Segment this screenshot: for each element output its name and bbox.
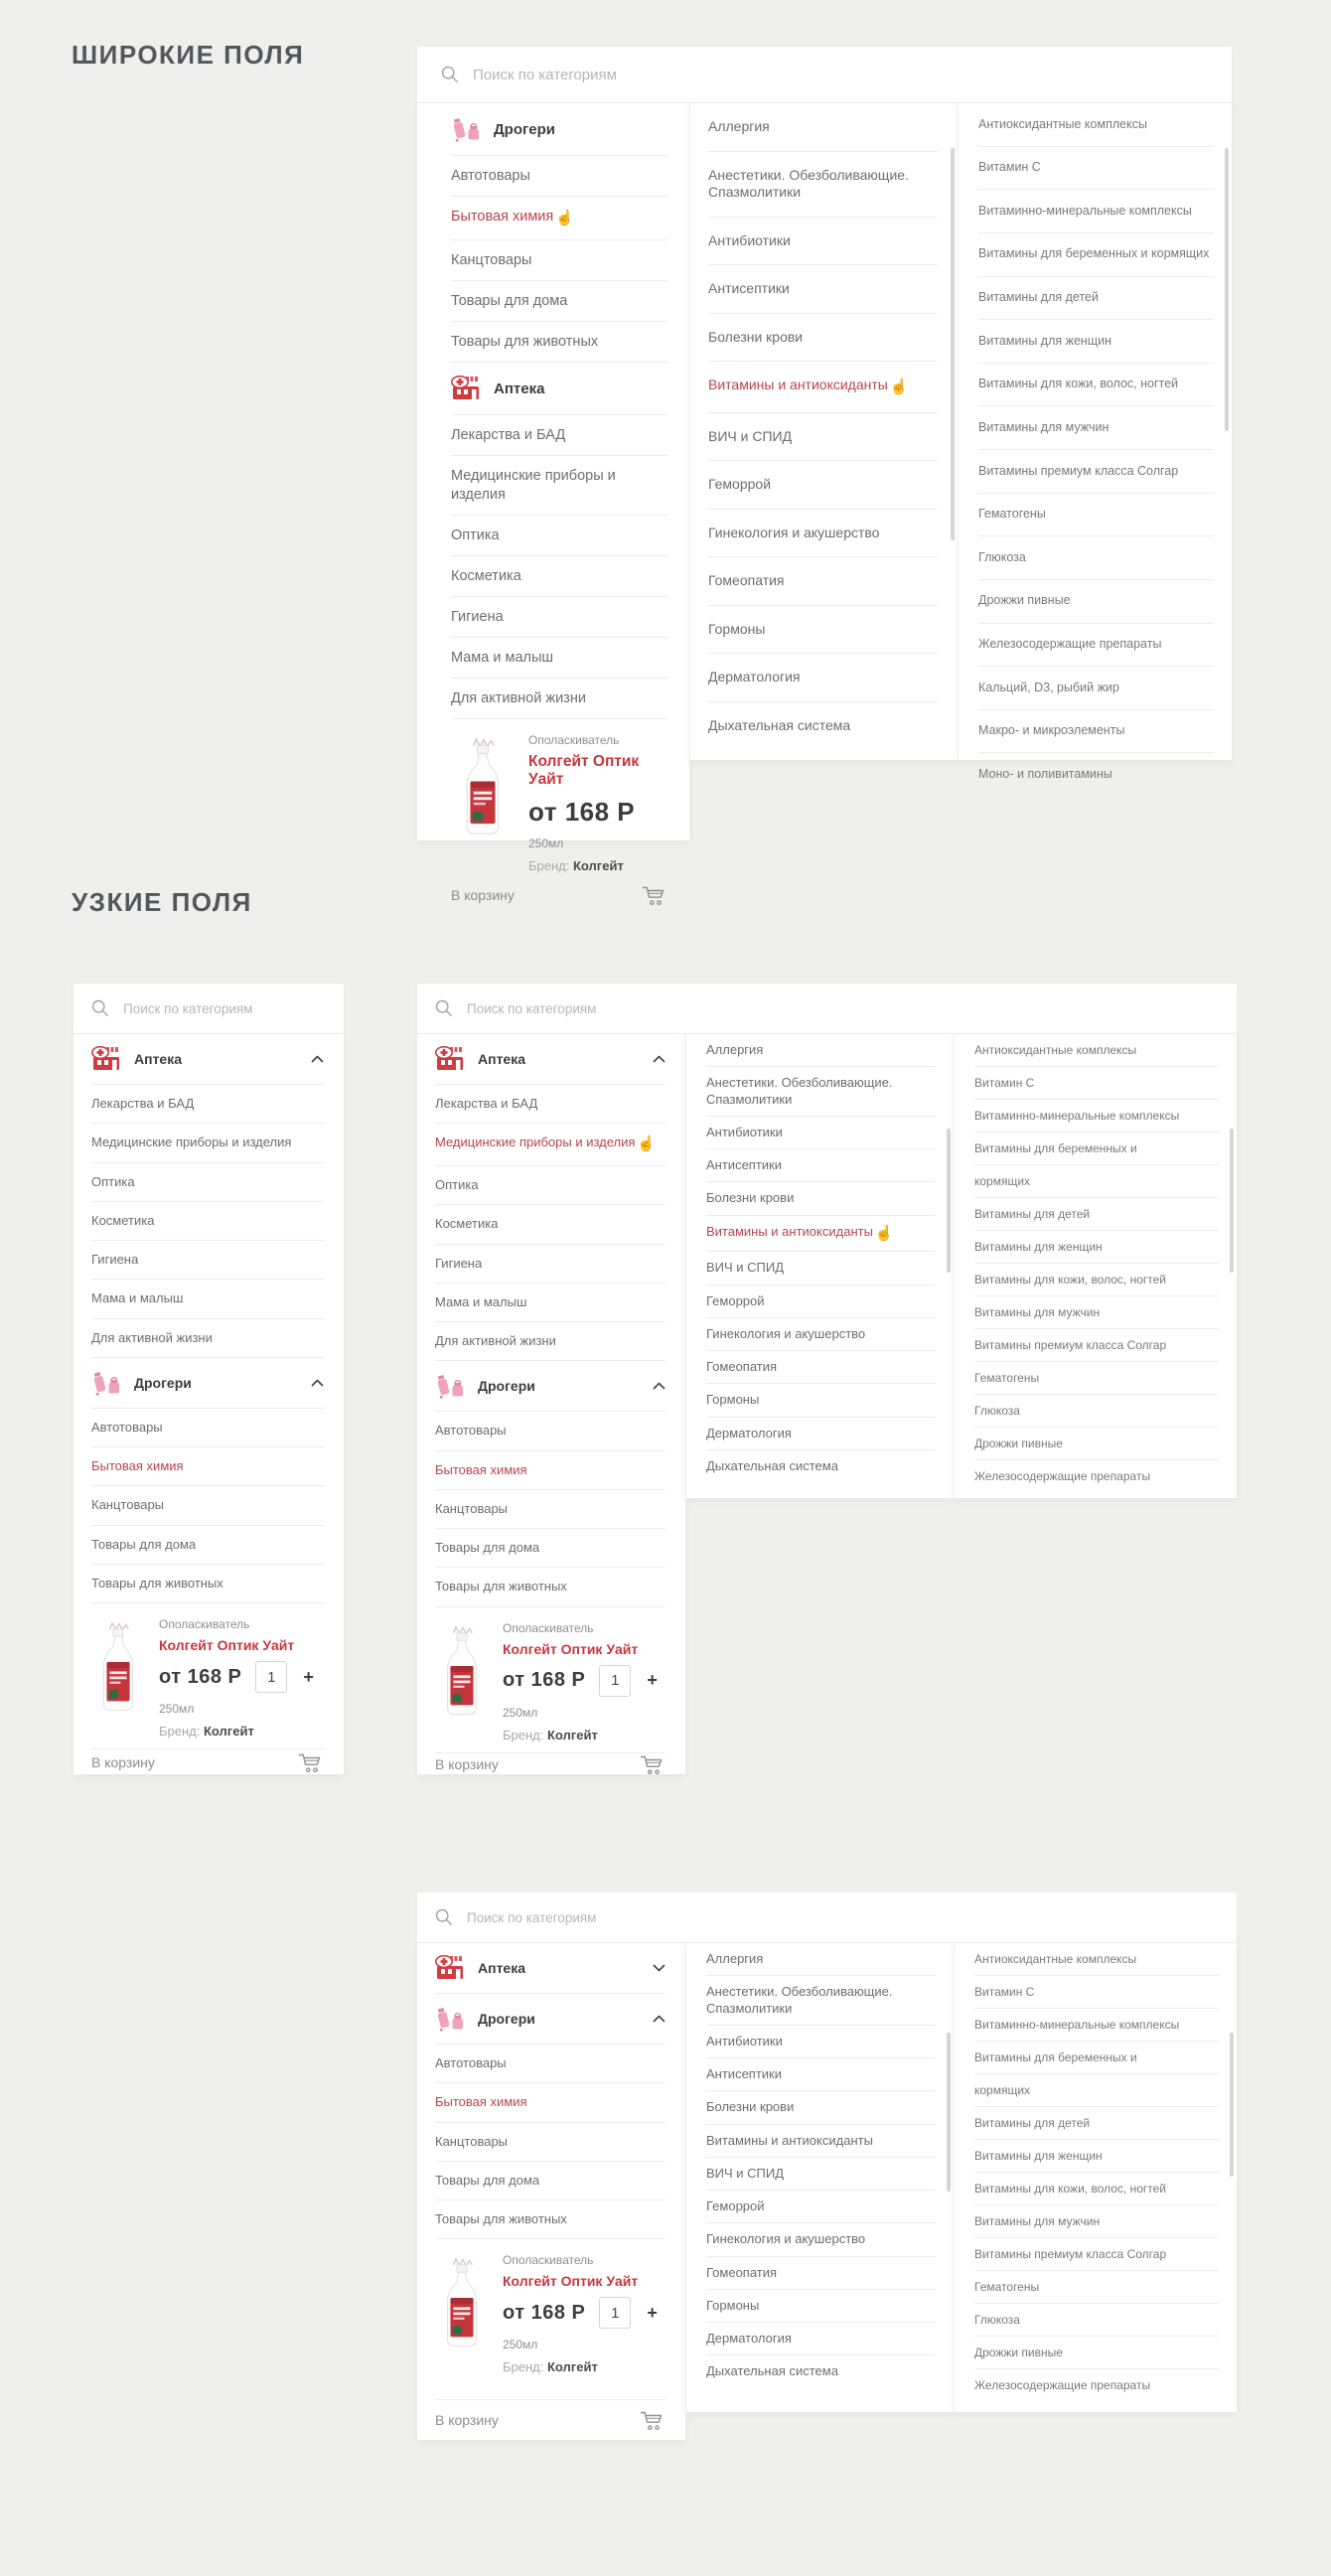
category-item[interactable]: Мама и малыш: [91, 1280, 324, 1318]
subcategory-item[interactable]: Гинекология и акушерство: [706, 1318, 936, 1351]
chevron-down-icon: [653, 1964, 666, 1972]
subsubcategory-item[interactable]: Витамины для детей: [978, 277, 1214, 321]
subcategory-item[interactable]: Антибиотики: [706, 1117, 936, 1149]
category-item[interactable]: Товары для животных: [435, 1568, 666, 1606]
subcategory-column: [685, 1034, 954, 1498]
category-item[interactable]: Бытовая химия: [91, 1447, 324, 1486]
drogerie-icon: [451, 116, 481, 142]
add-to-cart-label: В корзину: [435, 2412, 499, 2428]
product-name[interactable]: Колгейт Оптик Уайт: [528, 753, 640, 789]
subsubcategory-item[interactable]: Витамины для женщин: [974, 2140, 1219, 2173]
cart-icon: [640, 2409, 666, 2431]
subcategory-item[interactable]: Гомеопатия: [708, 557, 938, 606]
subcategory-item[interactable]: Гормоны: [708, 606, 938, 655]
product-name[interactable]: Колгейт Оптик Уайт: [503, 1640, 639, 1657]
search-icon: [441, 66, 459, 83]
subsubcategory-item[interactable]: кормящих: [974, 1165, 1219, 1198]
subcategory-item[interactable]: Анестетики. Обезболивающие. Спазмолитики: [706, 1976, 936, 2026]
wide-menu-panel: [417, 47, 1232, 904]
scrollbar-thumb[interactable]: [1230, 2033, 1234, 2177]
subcategory-item[interactable]: Болезни крови: [708, 314, 938, 363]
subsubcategory-item[interactable]: Витамин С: [978, 147, 1214, 191]
category-item[interactable]: Бытовая химия: [435, 1451, 666, 1490]
category-item[interactable]: Для активной жизни: [451, 679, 667, 719]
search-bar: [74, 984, 344, 1034]
group-label: Аптека: [134, 1051, 183, 1067]
category-item[interactable]: Гигиена: [451, 597, 667, 638]
product-price: от 168 Р: [503, 1669, 586, 1691]
group-label: Аптека: [478, 1960, 526, 1976]
category-item[interactable]: Товары для животных: [91, 1565, 324, 1603]
subcategory-item[interactable]: Антисептики: [706, 2058, 936, 2091]
subcategory-list: [706, 1943, 936, 2388]
subcategory-item[interactable]: Болезни крови: [706, 1182, 936, 1215]
add-to-cart-label: В корзину: [91, 1753, 155, 1770]
scrollbar-thumb[interactable]: [947, 2033, 951, 2192]
add-to-cart-button[interactable]: [451, 883, 667, 906]
quantity-input[interactable]: 1: [599, 1665, 631, 1697]
product-card[interactable]: [435, 1607, 666, 1752]
category-item[interactable]: Товары для дома: [435, 2162, 666, 2200]
group-header-apteka[interactable]: [91, 1034, 324, 1085]
subsubcategory-item[interactable]: Дрожжи пивные: [974, 2337, 1219, 2369]
category-item[interactable]: Товары для дома: [91, 1526, 324, 1565]
subcategory-item[interactable]: Дыхательная система: [708, 716, 851, 733]
category-item[interactable]: Для активной жизни: [435, 1322, 666, 1361]
subsubcategory-item[interactable]: Витамины для мужчин: [974, 1296, 1219, 1329]
main-category-column: [417, 1943, 685, 2440]
scrollbar-thumb[interactable]: [951, 148, 955, 540]
category-item[interactable]: Лекарства и БАД: [435, 1085, 666, 1124]
category-item[interactable]: Автотовары: [435, 2045, 666, 2083]
subsubcategory-list: [974, 1034, 1219, 1492]
category-item[interactable]: Медицинские приборы и изделия ☝: [435, 1124, 666, 1166]
subcategory-item[interactable]: Дыхательная система: [706, 2363, 838, 2379]
subsubcategory-item[interactable]: Макро- и микроэлементы: [978, 710, 1214, 754]
hand-cursor-icon: ☝: [637, 1136, 657, 1153]
add-to-cart-label: В корзину: [451, 887, 515, 904]
subsubcategory-item[interactable]: Гематогены: [974, 2271, 1219, 2304]
category-item[interactable]: Косметика: [451, 556, 667, 597]
subsubcategory-item[interactable]: кормящих: [974, 2074, 1219, 2107]
subcategory-item[interactable]: Антисептики: [706, 1149, 936, 1182]
subcategory-item[interactable]: Витамины и антиоксиданты: [706, 2125, 936, 2158]
product-category: Ополаскиватель: [159, 1617, 250, 1631]
search-icon: [91, 999, 109, 1017]
hand-cursor-icon: ☝: [889, 379, 909, 395]
subsubcategory-item[interactable]: Антиоксидантные комплексы: [974, 1943, 1219, 1976]
product-volume: 250мл: [503, 2338, 538, 2352]
subcategory-list: [708, 103, 938, 749]
subcategory-item[interactable]: Витамины и антиоксиданты ☝: [706, 1216, 936, 1253]
category-item[interactable]: Канцтовары: [435, 1490, 666, 1529]
category-item[interactable]: Автотовары: [435, 1412, 666, 1450]
product-brand: Бренд: Колгейт: [503, 2359, 598, 2375]
drogerie-icon: [91, 1370, 121, 1396]
subcategory-item[interactable]: Антибиотики: [706, 2026, 936, 2058]
scrollbar-thumb[interactable]: [1225, 148, 1229, 431]
section-title-wide: ШИРОКИЕ ПОЛЯ: [72, 40, 305, 70]
product-image: [435, 2257, 489, 2350]
subsubcategory-item[interactable]: Витамины для кожи, волос, ногтей: [978, 364, 1214, 407]
category-item[interactable]: Канцтовары: [91, 1486, 324, 1525]
main-category-column: [417, 103, 689, 904]
group-header-apteka[interactable]: [435, 1034, 666, 1085]
subsubcategory-item[interactable]: Витамины для мужчин: [974, 2205, 1219, 2238]
apteka-items-list: [451, 415, 667, 719]
subsubcategory-item[interactable]: Витамины для женщин: [978, 320, 1214, 364]
subsubcategory-item[interactable]: Железосодержащие препараты: [978, 624, 1214, 668]
subcategory-item[interactable]: Дерматология: [706, 2323, 936, 2355]
hand-cursor-icon: ☝: [555, 210, 574, 227]
product-image: [435, 1625, 489, 1719]
product-card[interactable]: [91, 1603, 324, 1748]
product-brand: Бренд: Колгейт: [503, 1727, 598, 1743]
subsubcategory-item[interactable]: Дрожжи пивные: [974, 1428, 1219, 1460]
category-item[interactable]: Оптика: [435, 1166, 666, 1205]
subsubcategory-item[interactable]: Гематогены: [978, 494, 1214, 537]
category-item[interactable]: Медицинские приборы и изделия: [91, 1124, 324, 1162]
product-volume: 250мл: [528, 836, 564, 851]
narrow-bottom-panel: [417, 1893, 1237, 2440]
subsubcategory-column: [954, 1034, 1237, 1498]
subsubcategory-item[interactable]: Железосодержащие препараты: [974, 1468, 1151, 1483]
category-item[interactable]: Гигиена: [435, 1245, 666, 1284]
group-label: Дрогери: [494, 120, 555, 138]
search-bar: [417, 47, 1232, 103]
category-item[interactable]: Товары для дома: [435, 1529, 666, 1568]
group-header-apteka[interactable]: [435, 1943, 666, 1994]
chevron-up-icon: [653, 2015, 666, 2023]
search-input[interactable]: [465, 1909, 1219, 1926]
scrollbar-thumb[interactable]: [947, 1129, 951, 1273]
subsubcategory-item[interactable]: Витамины для кожи, волос, ногтей: [974, 1264, 1219, 1296]
search-input[interactable]: [471, 66, 1214, 84]
subcategory-item[interactable]: Аллергия: [706, 1943, 936, 1976]
search-bar: [417, 1893, 1237, 1943]
apteka-items-list: [435, 1085, 666, 1361]
category-item[interactable]: Автотовары: [91, 1409, 324, 1447]
subcategory-item[interactable]: Дерматология: [706, 1418, 936, 1450]
subsubcategory-item[interactable]: Витамины для мужчин: [978, 406, 1214, 450]
subcategory-item[interactable]: Гомеопатия: [706, 2257, 936, 2290]
add-to-cart-button[interactable]: [91, 1748, 324, 1774]
category-item[interactable]: Канцтовары: [451, 240, 667, 281]
subsubcategory-item[interactable]: Глюкоза: [974, 2304, 1219, 2337]
subsubcategory-item[interactable]: Витамин С: [974, 1976, 1219, 2009]
hand-cursor-icon: ☝: [874, 1224, 894, 1242]
add-to-cart-button[interactable]: [435, 1752, 666, 1775]
category-item[interactable]: Товары для животных: [451, 322, 667, 363]
subsubcategory-item[interactable]: Витамины премиум класса Солгар: [978, 450, 1214, 494]
group-header-apteka[interactable]: [451, 363, 667, 415]
subsubcategory-item[interactable]: Витамины для беременных и: [974, 1133, 1219, 1165]
chevron-up-icon: [653, 1055, 666, 1063]
subcategory-item[interactable]: Аллергия: [708, 103, 938, 152]
subcategory-list: [706, 1034, 936, 1482]
category-item[interactable]: Для активной жизни: [91, 1319, 324, 1358]
subcategory-item[interactable]: ВИЧ и СПИД: [708, 413, 938, 462]
group-label: Аптека: [494, 379, 545, 397]
subsubcategory-item[interactable]: Железосодержащие препараты: [974, 2377, 1151, 2392]
subcategory-item[interactable]: Дерматология: [708, 654, 938, 702]
drogerie-items-list: [91, 1409, 324, 1603]
subcategory-item[interactable]: Гомеопатия: [706, 1351, 936, 1384]
subcategory-item[interactable]: Болезни крови: [706, 2091, 936, 2124]
subsubcategory-item[interactable]: Витамины для женщин: [974, 1231, 1219, 1264]
scrollbar-thumb[interactable]: [1230, 1129, 1234, 1273]
subsubcategory-item[interactable]: Глюкоза: [974, 1395, 1219, 1428]
group-header-drogerie[interactable]: [91, 1358, 324, 1409]
subsubcategory-item[interactable]: Дрожжи пивные: [978, 580, 1214, 624]
product-price: от 168 Р: [503, 2301, 586, 2324]
subcategory-item[interactable]: Гормоны: [706, 1384, 936, 1417]
cart-icon: [642, 884, 667, 906]
category-item[interactable]: Товары для животных: [435, 2200, 666, 2239]
group-label: Дрогери: [478, 2011, 535, 2027]
section-title-narrow: УЗКИЕ ПОЛЯ: [72, 887, 252, 917]
category-item[interactable]: Мама и малыш: [435, 1284, 666, 1322]
category-item[interactable]: Медицинские приборы и изделия: [451, 456, 667, 515]
drogerie-items-list: [435, 1412, 666, 1606]
product-card[interactable]: [451, 719, 667, 883]
subsubcategory-item[interactable]: Витамины для кожи, волос, ногтей: [974, 2173, 1219, 2205]
subsubcategory-item[interactable]: Гематогены: [974, 1362, 1219, 1395]
product-volume: 250мл: [503, 1705, 538, 1720]
category-item[interactable]: Гигиена: [91, 1241, 324, 1280]
category-item[interactable]: Косметика: [91, 1202, 324, 1241]
product-brand: Бренд: Колгейт: [528, 858, 624, 874]
apteka-icon: [435, 1955, 465, 1981]
subsubcategory-item[interactable]: Антиоксидантные комплексы: [978, 103, 1214, 147]
product-category: Ополаскиватель: [528, 733, 620, 748]
add-to-cart-label: В корзину: [435, 1755, 499, 1772]
subsubcategory-column: [958, 103, 1232, 781]
subsubcategory-item[interactable]: Витамин С: [974, 1067, 1219, 1100]
subcategory-item[interactable]: Витамины и антиоксиданты ☝: [708, 362, 938, 413]
category-item[interactable]: Мама и малыш: [451, 638, 667, 679]
product-brand: Бренд: Колгейт: [159, 1724, 254, 1739]
add-to-cart-button[interactable]: [435, 2399, 666, 2440]
subsubcategory-item[interactable]: Витамины премиум класса Солгар: [974, 2238, 1219, 2271]
subcategory-item[interactable]: Анестетики. Обезболивающие. Спазмолитики: [708, 152, 938, 218]
search-icon: [435, 1908, 453, 1926]
subsubcategory-item[interactable]: Витаминно-минеральные комплексы: [974, 1100, 1219, 1133]
apteka-icon: [91, 1046, 121, 1072]
chevron-up-icon: [653, 1382, 666, 1390]
main-category-column: [417, 1034, 685, 1774]
narrow-middle-panel: [417, 984, 1237, 1774]
subcategory-item[interactable]: Аллергия: [706, 1034, 936, 1067]
subcategory-item[interactable]: ВИЧ и СПИД: [706, 1252, 936, 1285]
subsubcategory-item[interactable]: Глюкоза: [978, 536, 1214, 580]
category-item[interactable]: Товары для дома: [451, 281, 667, 322]
cart-icon: [640, 1753, 666, 1775]
group-label: Аптека: [478, 1051, 526, 1067]
search-input[interactable]: [121, 1000, 326, 1017]
subsubcategory-column: [954, 1943, 1237, 2412]
category-item[interactable]: Косметика: [435, 1205, 666, 1244]
product-category: Ополаскиватель: [503, 1620, 594, 1635]
increase-quantity-button[interactable]: +: [647, 1670, 658, 1690]
search-bar: [417, 984, 1237, 1034]
subsubcategory-list: [974, 1943, 1219, 2401]
quantity-input[interactable]: 1: [599, 2297, 631, 2329]
category-item[interactable]: Автотовары: [451, 156, 667, 197]
subsubcategory-item[interactable]: Витамины премиум класса Солгар: [974, 1329, 1219, 1362]
apteka-items-list: [91, 1085, 324, 1358]
apteka-icon: [435, 1046, 465, 1072]
subsubcategory-item[interactable]: Витаминно-минеральные комплексы: [974, 2009, 1219, 2042]
apteka-icon: [451, 376, 481, 401]
product-image: [451, 737, 515, 838]
drogerie-items-list: [435, 2045, 666, 2239]
subcategory-item[interactable]: Анестетики. Обезболивающие. Спазмолитики: [706, 1067, 936, 1117]
product-price: от 168 Р: [528, 797, 636, 828]
drogerie-icon: [435, 1373, 465, 1399]
product-category: Ополаскиватель: [503, 2253, 594, 2268]
group-label: Дрогери: [134, 1374, 192, 1391]
subcategory-item[interactable]: Антисептики: [708, 265, 938, 314]
subcategory-item[interactable]: ВИЧ и СПИД: [706, 2158, 936, 2191]
subcategory-item[interactable]: Геморрой: [706, 1286, 936, 1318]
subcategory-item[interactable]: Антибиотики: [708, 218, 938, 266]
subcategory-item[interactable]: Дыхательная система: [706, 1457, 838, 1473]
increase-quantity-button[interactable]: +: [303, 1666, 314, 1687]
drogerie-items-list: [451, 156, 667, 363]
search-input[interactable]: [465, 1000, 1219, 1017]
product-image: [91, 1621, 145, 1715]
subsubcategory-item[interactable]: Витамины для беременных и кормящих: [978, 233, 1214, 277]
group-header-drogerie[interactable]: [435, 1361, 666, 1412]
subsubcategory-item[interactable]: Витамины для беременных и: [974, 2042, 1219, 2074]
category-item[interactable]: Лекарства и БАД: [91, 1085, 324, 1124]
category-item[interactable]: Лекарства и БАД: [451, 415, 667, 456]
product-name[interactable]: Колгейт Оптик Уайт: [503, 2273, 639, 2290]
chevron-up-icon: [311, 1379, 324, 1387]
search-icon: [435, 999, 453, 1017]
chevron-up-icon: [311, 1055, 324, 1063]
subcategory-item[interactable]: Геморрой: [708, 461, 938, 510]
subcategory-column: [689, 103, 958, 760]
product-volume: 250мл: [159, 1702, 195, 1716]
category-item[interactable]: Бытовая химия ☝: [451, 197, 667, 240]
product-card[interactable]: [435, 2239, 666, 2384]
subsubcategory-item[interactable]: Витамины для детей: [974, 2107, 1219, 2140]
quantity-input[interactable]: 1: [255, 1661, 287, 1693]
increase-quantity-button[interactable]: +: [647, 2302, 658, 2323]
category-item[interactable]: Оптика: [451, 516, 667, 556]
subsubcategory-list: [978, 103, 1214, 796]
group-header-drogerie[interactable]: [451, 103, 667, 156]
drogerie-icon: [435, 2006, 465, 2032]
subsubcategory-item[interactable]: Витамины для детей: [974, 1198, 1219, 1231]
subsubcategory-item[interactable]: Моно- и поливитамины: [978, 766, 1112, 781]
subsubcategory-item[interactable]: Антиоксидантные комплексы: [974, 1034, 1219, 1067]
subcategory-column: [685, 1943, 954, 2412]
group-label: Дрогери: [478, 1378, 535, 1395]
narrow-left-panel: [74, 984, 344, 1774]
category-item[interactable]: Канцтовары: [435, 2123, 666, 2162]
subcategory-item[interactable]: Гинекология и акушерство: [706, 2223, 936, 2256]
subsubcategory-item[interactable]: Витаминно-минеральные комплексы: [978, 190, 1214, 233]
product-price: от 168 Р: [159, 1665, 242, 1688]
category-item[interactable]: Оптика: [91, 1163, 324, 1202]
subsubcategory-item[interactable]: Кальций, D3, рыбий жир: [978, 667, 1214, 710]
group-header-drogerie[interactable]: [435, 1994, 666, 2045]
subcategory-item[interactable]: Геморрой: [706, 2191, 936, 2223]
subcategory-item[interactable]: Гинекология и акушерство: [708, 510, 938, 558]
subcategory-item[interactable]: Гормоны: [706, 2290, 936, 2323]
product-name[interactable]: Колгейт Оптик Уайт: [159, 1637, 295, 1653]
cart-icon: [298, 1751, 324, 1773]
category-item[interactable]: Бытовая химия: [435, 2083, 666, 2122]
